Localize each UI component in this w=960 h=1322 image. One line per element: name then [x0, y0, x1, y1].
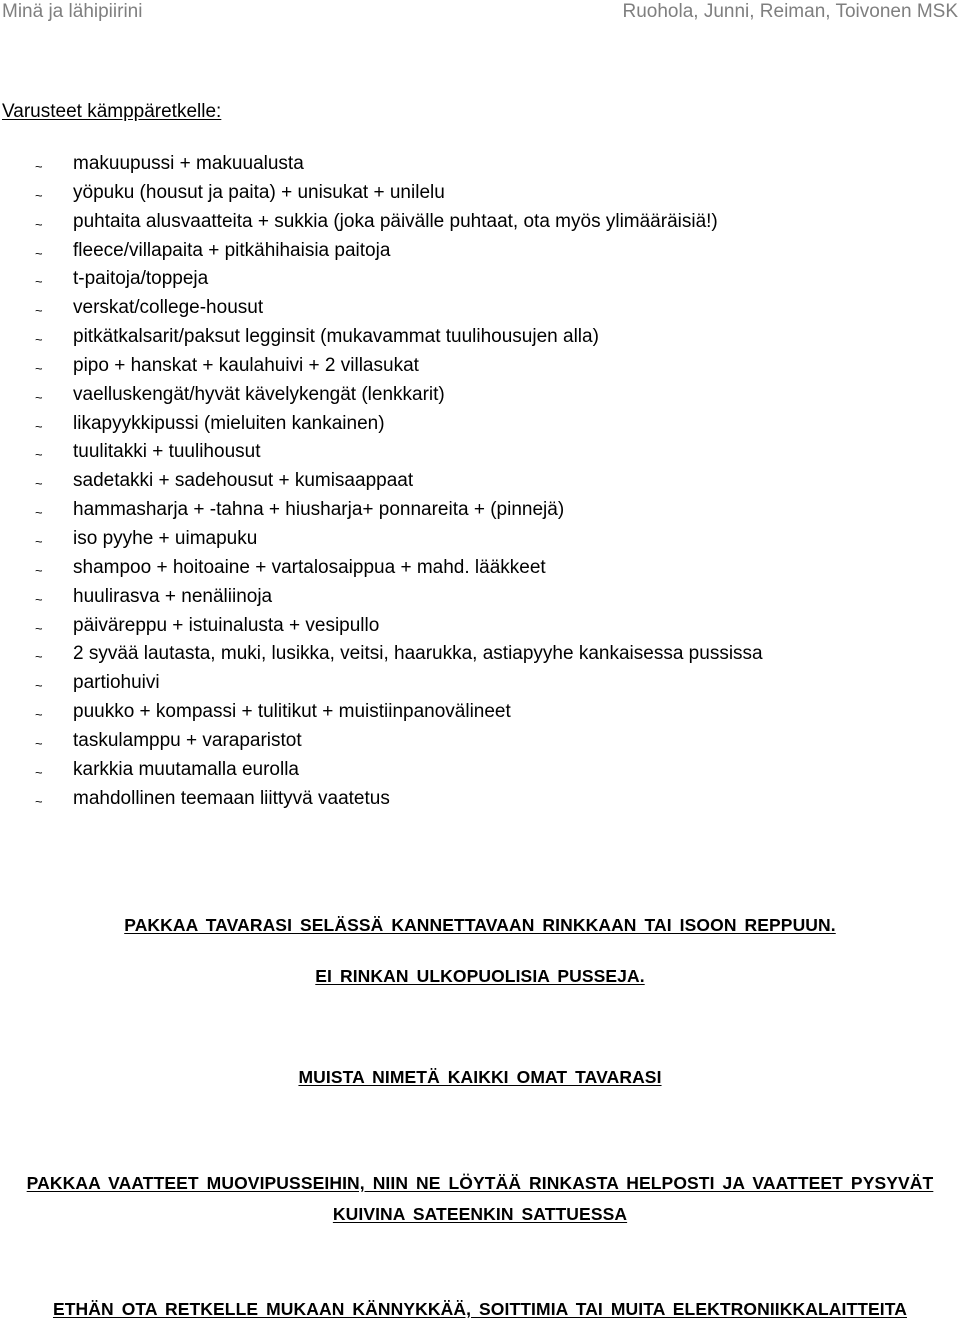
list-item-text: pitkätkalsarit/paksut legginsit (mukavammat tuulihousujen alla)	[73, 326, 599, 348]
tilde-bullet-icon: ~	[35, 476, 43, 492]
list-item	[0, 698, 763, 727]
tilde-bullet-icon: ~	[35, 418, 43, 434]
tilde-bullet-icon: ~	[35, 735, 43, 751]
tilde-bullet-icon: ~	[35, 447, 43, 463]
tilde-bullet-icon: ~	[35, 216, 43, 232]
tilde-bullet-icon: ~	[35, 505, 43, 521]
list-item-text: taskulamppu + varaparistot	[73, 729, 302, 751]
list-item-text: sadetakki + sadehousut + kumisaappaat	[73, 470, 414, 492]
list-item-text: vaelluskengät/hyvät kävelykengät (lenkkarit)	[73, 383, 445, 405]
tilde-bullet-icon: ~	[35, 793, 43, 809]
list-item	[0, 323, 763, 352]
list-item-text: mahdollinen teemaan liittyvä vaatetus	[73, 787, 390, 809]
list-item-text: yöpuku (housut ja paita) + unisukat + unilelu	[73, 181, 445, 203]
tilde-bullet-icon: ~	[35, 620, 43, 636]
header-authors: Ruohola, Junni, Reiman, Toivonen MSK	[622, 1, 958, 22]
list-item-text: verskat/college-housut	[73, 297, 264, 319]
list-item-text: puukko + kompassi + tulitikut + muistiinpanovälineet	[73, 701, 511, 723]
notice-plastic-bags-line1: PAKKAA VAATTEET MUOVIPUSSEIHIN, NIIN NE LÖYTÄÄ RINKASTA HELPOSTI JA VAATTEET PYSYVÄT	[26, 1173, 934, 1193]
tilde-bullet-icon: ~	[35, 591, 43, 607]
tilde-bullet-icon: ~	[35, 707, 43, 723]
list-item	[0, 265, 763, 294]
list-item-text: hammasharja + -tahna + hiusharja+ ponnareita + (pinnejä)	[73, 499, 565, 521]
notice-pack-backpack: PAKKAA TAVARASI SELÄSSÄ KANNETTAVAAN RINKKAAN TAI ISOON REPPUUN.	[124, 915, 836, 935]
section-heading: Varusteet kämppäretkelle:	[2, 101, 222, 122]
list-item	[0, 438, 763, 467]
notice-no-electronics: ETHÄN OTA RETKELLE MUKAAN KÄNNYKKÄÄ, SOITTIMIA TAI MUITA ELEKTRONIIKKALAITTEITA	[52, 1299, 907, 1319]
list-item	[0, 381, 763, 410]
tilde-bullet-icon: ~	[35, 245, 43, 261]
tilde-bullet-icon: ~	[35, 764, 43, 780]
list-item-text: shampoo + hoitoaine + vartalosaippua + mahd. lääkkeet	[73, 556, 546, 578]
list-item	[0, 612, 763, 641]
list-item	[0, 640, 763, 669]
notice-plastic-bags-line2: KUIVINA SATEENKIN SATTUESSA	[332, 1204, 628, 1224]
list-item	[0, 525, 763, 554]
list-item-text: t-paitoja/toppeja	[73, 268, 209, 290]
list-item-text: makuupussi + makuualusta	[73, 153, 304, 174]
list-item	[0, 467, 763, 496]
list-item	[0, 294, 763, 323]
page-header	[0, 0, 960, 28]
header-title: Minä ja lähipiirini	[2, 1, 143, 22]
list-item	[0, 669, 763, 698]
tilde-bullet-icon: ~	[35, 389, 43, 405]
list-item	[0, 727, 763, 756]
list-item-text: tuulitakki + tuulihousut	[73, 441, 261, 463]
list-item-text: huulirasva + nenäliinoja	[73, 585, 273, 607]
tilde-bullet-icon: ~	[35, 274, 43, 290]
list-item-text: iso pyyhe + uimapuku	[73, 527, 258, 549]
tilde-bullet-icon: ~	[35, 360, 43, 376]
list-item-text: 2 syvää lautasta, muki, lusikka, veitsi, haarukka, astiapyyhe kankaisessa pussissa	[73, 643, 763, 665]
list-item	[0, 179, 763, 208]
list-item-text: karkkia muutamalla eurolla	[73, 758, 299, 780]
list-item-text: fleece/villapaita + pitkähihaisia paitoja	[73, 239, 391, 261]
list-item	[0, 785, 763, 814]
tilde-bullet-icon: ~	[35, 332, 43, 348]
tilde-bullet-icon: ~	[35, 533, 43, 549]
list-item	[0, 410, 763, 439]
equipment-list	[0, 150, 763, 813]
list-item	[0, 237, 763, 266]
list-item-text: likapyykkipussi (mieluiten kankainen)	[73, 412, 385, 434]
list-item	[0, 352, 763, 381]
list-item	[0, 208, 763, 237]
list-item	[0, 496, 763, 525]
tilde-bullet-icon: ~	[35, 562, 43, 578]
notice-name-items: MUISTA NIMETÄ KAIKKI OMAT TAVARASI	[298, 1067, 662, 1087]
tilde-bullet-icon: ~	[35, 159, 43, 174]
tilde-bullet-icon: ~	[35, 187, 43, 203]
list-item-text: pipo + hanskat + kaulahuivi + 2 villasukat	[73, 354, 419, 376]
tilde-bullet-icon: ~	[35, 678, 43, 694]
list-item	[0, 150, 763, 179]
list-item-text: puhtaita alusvaatteita + sukkia (joka päivälle puhtaat, ota myös ylimääräisiä!)	[73, 210, 718, 232]
list-item-text: päiväreppu + istuinalusta + vesipullo	[73, 614, 380, 636]
notice-no-outside-bags: EI RINKAN ULKOPUOLISIA PUSSEJA.	[315, 966, 645, 986]
tilde-bullet-icon: ~	[35, 303, 43, 319]
list-item	[0, 756, 763, 785]
list-item	[0, 583, 763, 612]
list-item	[0, 554, 763, 583]
list-item-text: partiohuivi	[73, 672, 160, 694]
tilde-bullet-icon: ~	[35, 649, 43, 665]
notice-plastic-bags	[0, 1168, 960, 1230]
